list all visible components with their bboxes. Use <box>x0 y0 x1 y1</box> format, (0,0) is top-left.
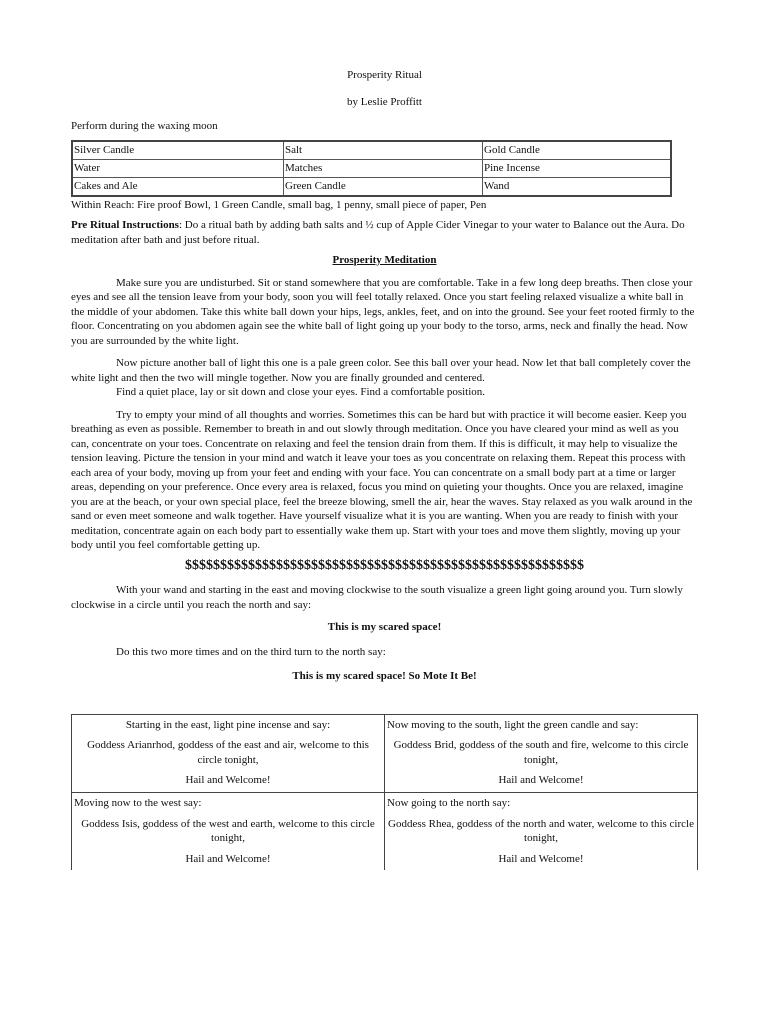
supply-cell: Gold Candle <box>483 141 672 160</box>
dollar-divider: $$$$$$$$$$$$$$$$$$$$$$$$$$$$$$$$$$$$$$$$$$$$$$$$$$$$$$$$$ <box>185 557 584 573</box>
document-author: by Leslie Proffitt <box>347 95 422 108</box>
quarter-closing: Hail and Welcome! <box>185 852 271 865</box>
meditation-heading: Prosperity Meditation <box>332 254 437 267</box>
quarter-invocation: Goddess Arianrhod, goddess of the east and air, welcome to this circle tonight, <box>87 739 369 766</box>
quarter-heading: Now going to the north say: <box>387 797 511 809</box>
table-row <box>72 793 698 871</box>
quarter-invocation: Goddess Brid, goddess of the south and fire, welcome to this circle tonight, <box>393 739 689 766</box>
quarter-invocation: Goddess Rhea, goddess of the north and water, welcome to this circle tonight, <box>388 817 694 845</box>
spoken-line: This is my scared space! <box>327 621 442 634</box>
quarter-heading: Starting in the east, light pine incense and say: <box>125 718 331 731</box>
ritual-paragraph: With your wand and starting in the east and moving clockwise to the south visualize a green light going around you. Turn slowly clockwise in a circle until you reach the north and say: <box>71 584 683 611</box>
pre-ritual-text: : Do a ritual bath by adding bath salts and ½ cup of Apple Cider Vinegar to your water to Balance out the Aura. Do meditation after bath and just before ritual. <box>71 219 685 246</box>
quarter-cell-east <box>72 714 385 792</box>
quarter-heading: Now moving to the south, light the green candle and say: <box>387 718 639 731</box>
pre-ritual-instructions <box>71 218 698 247</box>
document-page <box>71 64 698 870</box>
quarter-closing: Hail and Welcome! <box>498 852 584 865</box>
supply-cell: Cakes and Ale <box>72 177 284 196</box>
meditation-paragraph: Make sure you are undisturbed. Sit or stand somewhere that you are comfortable. Take in a few long deep breaths. Then close your eyes and see all the tension leave from your body, soon you will feel totally relaxed. Once you start feeling relaxed visualize a white ball in the middle of your abdomen. Take this white ball down your hips, legs, ankles, feet, and on into the ground. See your feet rooted firmly to the floor. Concentrating on you abdomen again see the white ball of light going up your body to the torso, arms, neck and finally the head. Now you are surrounded by the white light. <box>71 276 695 347</box>
spoken-line: This is my scared space! So Mote It Be! <box>292 670 477 683</box>
quarter-cell-west <box>72 793 385 871</box>
quarter-cell-south <box>385 714 698 792</box>
document-title: Prosperity Ritual <box>347 69 422 81</box>
supply-cell: Wand <box>483 177 672 196</box>
supply-cell: Matches <box>284 159 483 177</box>
meditation-paragraph: Now picture another ball of light this one is a pale green color. See this ball over your head. Now let that ball completely cover the white light and then the two will mingle together. Now you are finally grounded and centered. <box>71 357 691 384</box>
pre-ritual-label: Pre Ritual Instructions <box>71 219 179 232</box>
quarter-closing: Hail and Welcome! <box>498 774 584 787</box>
quarter-cell-north <box>385 793 698 871</box>
table-row <box>72 177 671 196</box>
supply-cell: Silver Candle <box>72 141 284 160</box>
within-reach-list: Within Reach: Fire proof Bowl, 1 Green Candle, small bag, 1 penny, small piece of paper, Pen <box>71 198 487 211</box>
supplies-table <box>71 140 672 197</box>
supply-cell: Water <box>72 159 284 177</box>
supply-cell: Salt <box>284 141 483 160</box>
table-row <box>72 141 671 160</box>
perform-note: Perform during the waxing moon <box>71 120 218 133</box>
quarter-invocation: Goddess Isis, goddess of the west and earth, welcome to this circle tonight, <box>81 817 375 845</box>
quarter-heading: Moving now to the west say: <box>74 797 202 809</box>
table-row <box>72 159 671 177</box>
ritual-paragraph: Do this two more times and on the third turn to the north say: <box>116 645 386 658</box>
table-row <box>72 714 698 792</box>
supply-cell: Green Candle <box>284 177 483 196</box>
meditation-paragraph: Try to empty your mind of all thoughts and worries. Sometimes this can be hard but with practice it will become easier. Keep you breathing as even as possible. Remember to breath in and out slowly through meditation. Once you have cleared your mind as well as you can, concentrate on your toes. Concentrate on relaxing and feel the tension drain from them. If this is difficult, it may help to visualize the tension leaving. Picture the tension in your mind and watch it leave your toes as you concentrate on relaxing them. Repeat this process with each area of your body, moving up from your feet and ending with your face. You can concentrate on a small body part at a time or larger areas, depending on your preference. Once every area is relaxed, focus you mind on quieting your thoughts. Once you are relaxed, imagine you are at the beach, or your own special place, feel the breeze blowing, smell the air, hear the waves. Stay relaxed as you walk around in the sand or even meet someone and walk together. Have yourself visualize what it is you are wanting. When you are ready to finish with your meditation, concentrate again on each body part to essentially wake them up. Start with your toes and move them slightly, moving up your body until you feel comfortable getting up. <box>71 408 693 552</box>
meditation-paragraph: Find a quiet place, lay or sit down and close your eyes. Find a comfortable position. <box>116 386 486 399</box>
quarters-table <box>71 714 698 870</box>
quarter-closing: Hail and Welcome! <box>185 774 271 787</box>
supply-cell: Pine Incense <box>483 159 672 177</box>
